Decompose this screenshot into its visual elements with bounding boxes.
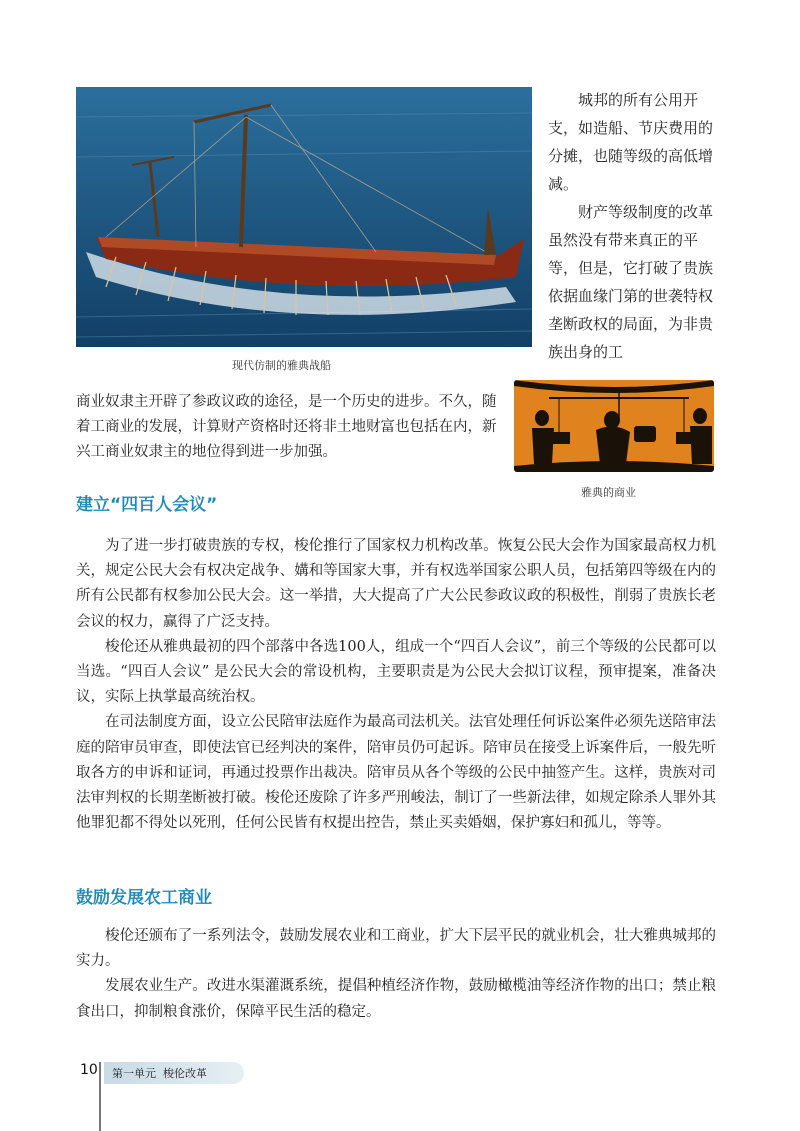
footer-title: 梭伦改革 [163,1067,207,1080]
body-paragraph: 为了进一步打破贵族的专权，梭伦推行了国家权力机构改革。恢复公民大会作为国家最高权力机关，规定公民大会有权决定战争、媾和等国家大事，并有权选举国家公职人员，包括第四等级在内的所有公民都有权参加公民大会。这一举措，大大提高了广大公民参政议政的积极性，削弱了贵族长老会议的权力，赢得了广泛支持。 [76,538,716,630]
footer-divider [99,1062,101,1131]
section-heading-encourage-commerce: 鼓励发展农工商业 [76,888,212,908]
footer-unit: 第一单元 [112,1067,156,1080]
page-number: 10 [80,1062,98,1078]
vase-photo-caption: 雅典的商业 [581,486,636,499]
side-paragraph: 财产等级制度的改革虽然没有带来真正的平等，但是，它打破了贵族依据血缘门第的世袭特权垄断政权的局面，为非贵族出身的工 [548,203,714,361]
body-paragraph: 梭伦还颁布了一系列法令，鼓励发展农业和工商业，扩大下层平民的就业机会，壮大雅典城邦的实力。 [76,928,716,970]
warship-illustration [76,87,532,347]
body-paragraph: 在司法制度方面，设立公民陪审法庭作为最高司法机关。法官处理任何诉讼案件必须先送陪审法庭的陪审员审查，即使法官已经判决的案件，陪审员仍可起诉。陪审员在接受上诉案件后，一般先听取各方的申诉和证词，再通过投票作出裁决。陪审员从各个等级的公民中抽签产生。这样，贵族对司法审判权的长期垄断被打破。梭伦还废除了许多严刑峻法，制订了一些新法律，如规定除杀人罪外其他罪犯都不得处以死刑，任何公民皆有权提出控告，禁止买卖婚姻，保护寡妇和孤儿，等等。 [76,714,716,832]
greek-vase-commerce-image [514,380,714,472]
ancient-warship-photo [76,87,532,347]
side-paragraph: 城邦的所有公用开支，如造船、节庆费用的分摊，也随等级的高低增减。 [548,91,714,193]
footer-unit-label [112,1065,207,1081]
ship-photo-caption: 现代仿制的雅典战船 [232,359,331,372]
side-text-block [548,86,718,366]
section-heading-four-hundred-council: 建立“四百人会议” [76,495,218,515]
vase-painting-illustration [514,380,714,472]
section1-body [76,534,716,836]
commerce-paragraph: 商业奴隶主开辟了参政议政的途径，是一个历史的进步。不久，随着工商业的发展，计算财产资格时还将非土地财富也包括在内，新兴工商业奴隶主的地位得到进一步加强。 [76,394,497,460]
body-paragraph: 发展农业生产。改进水渠灌溉系统，提倡种植经济作物，鼓励橄榄油等经济作物的出口；禁止粮食出口，抑制粮食涨价，保障平民生活的稳定。 [76,978,716,1020]
body-paragraph: 梭伦还从雅典最初的四个部落中各选100人，组成一个“四百人会议”，前三个等级的公民都可以当选。“四百人会议” 是公民大会的常设机构，主要职责是为公民大会拟订议程，预审提案，准备决议，实际上执掌最高统治权。 [76,638,716,706]
section2-body [76,924,716,1025]
